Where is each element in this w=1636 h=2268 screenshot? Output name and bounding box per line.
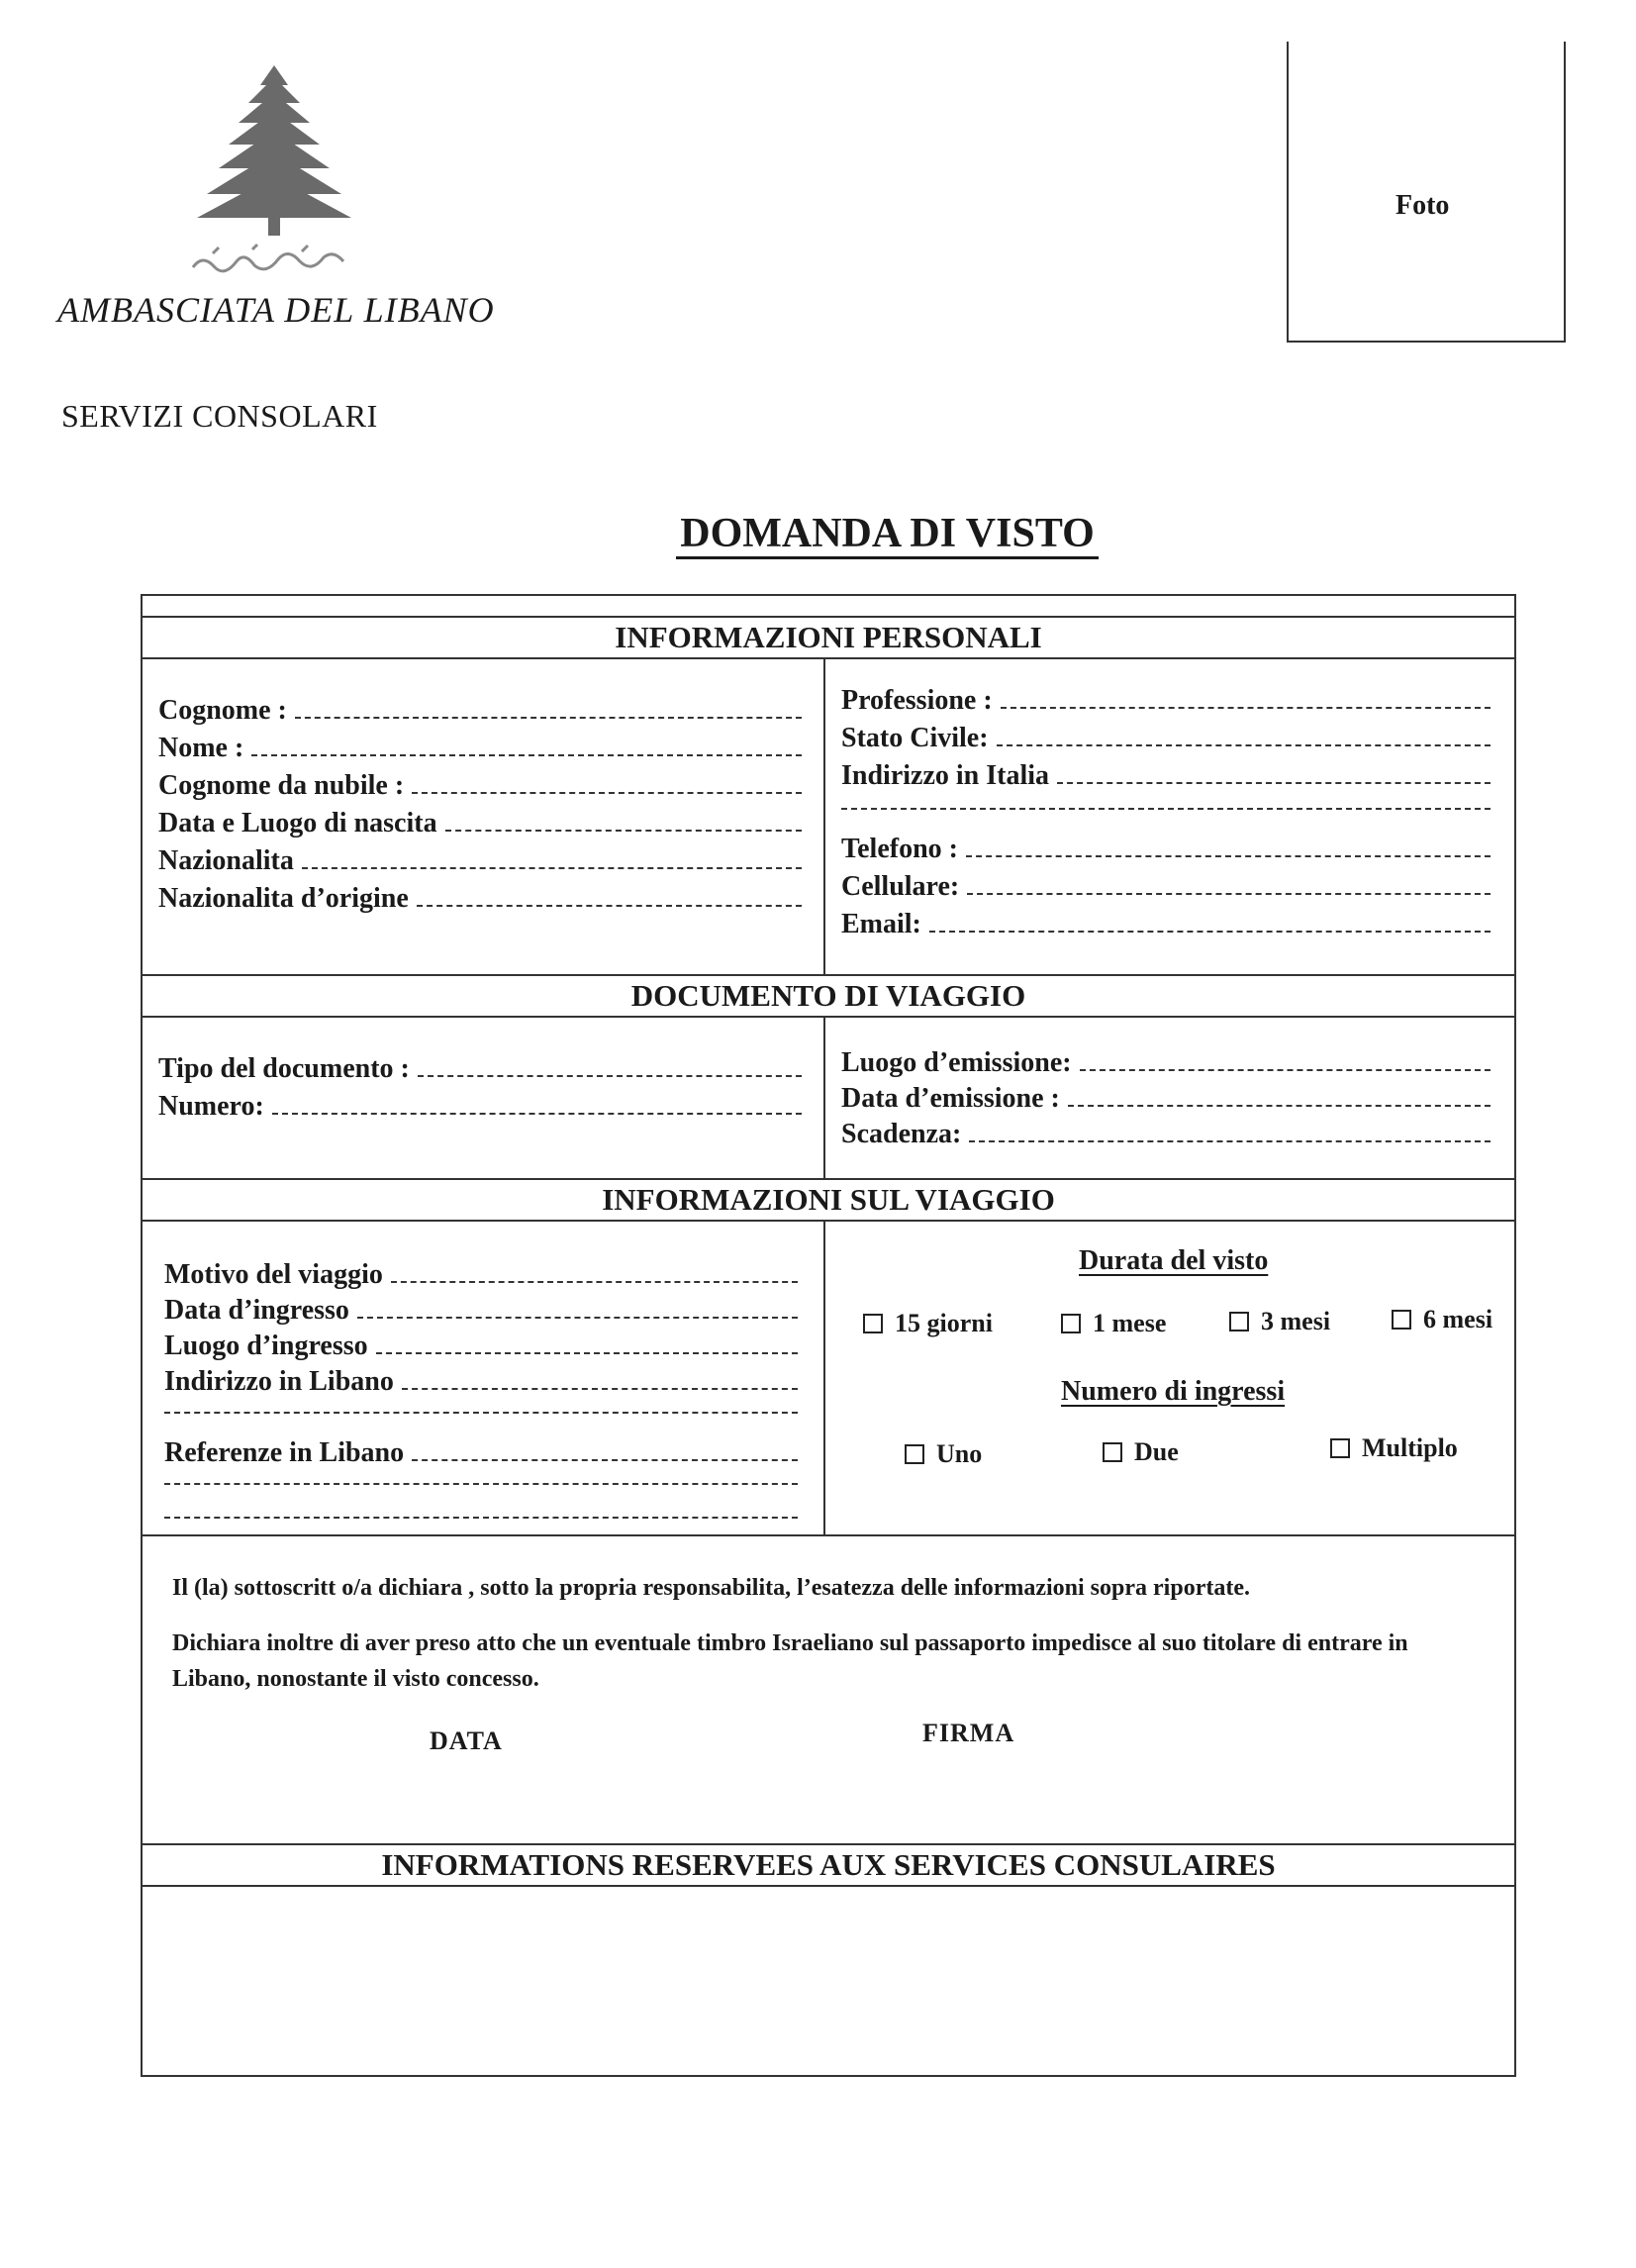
surname-field[interactable]: Cognome : — [158, 695, 802, 727]
entries-multiple-option[interactable]: Multiplo — [1330, 1433, 1458, 1463]
duration-6-months-option[interactable]: 6 mesi — [1392, 1305, 1492, 1334]
duration-15-days-option[interactable]: 15 giorni — [863, 1309, 993, 1338]
department-label: SERVIZI CONSOLARI — [61, 398, 378, 434]
visa-form — [141, 594, 1516, 2077]
expiry-field[interactable]: Scadenza: — [841, 1119, 1491, 1150]
origin-nationality-field[interactable]: Nazionalita d’origine — [158, 883, 802, 915]
entries-number-title: Numero di ingressi — [1061, 1376, 1286, 1407]
declaration-accuracy: Il (la) sottoscritt o/a dichiara , sotto la propria responsabilita, l’esatezza delle informazioni sopra riportate. — [172, 1575, 1250, 1601]
checkbox-icon — [1229, 1312, 1249, 1331]
civil-status-field[interactable]: Stato Civile: — [841, 723, 1491, 754]
issue-place-field[interactable]: Luogo d’emissione: — [841, 1047, 1491, 1079]
signature-label: FIRMA — [922, 1719, 1015, 1747]
email-field[interactable]: Email: — [841, 909, 1491, 940]
checkbox-icon — [863, 1314, 883, 1333]
duration-3-months-option[interactable]: 3 mesi — [1229, 1307, 1330, 1336]
trip-purpose-field[interactable]: Motivo del viaggio — [164, 1259, 798, 1291]
document-number-field[interactable]: Numero: — [158, 1091, 802, 1123]
embassy-name: AMBASCIATA DEL LIBANO — [57, 290, 495, 330]
consular-reserved-heading: INFORMATIONS RESERVEES AUX SERVICES CONSULAIRES — [143, 1843, 1514, 1887]
cedar-tree-icon — [183, 59, 366, 287]
checkbox-icon — [1103, 1442, 1122, 1462]
lebanon-references-field[interactable]: Referenze in Libano — [164, 1437, 798, 1469]
name-field[interactable]: Nome : — [158, 733, 802, 764]
checkbox-icon — [1330, 1438, 1350, 1458]
lebanon-address-field[interactable]: Indirizzo in Libano — [164, 1366, 798, 1398]
page-title: DOMANDA DI VISTO — [0, 510, 1636, 557]
date-label: DATA — [430, 1726, 503, 1755]
mobile-field[interactable]: Cellulare: — [841, 871, 1491, 903]
travel-info-heading: INFORMAZIONI SUL VIAGGIO — [143, 1178, 1514, 1222]
visa-duration-title: Durata del visto — [1079, 1245, 1269, 1276]
travel-document-heading: DOCUMENTO DI VIAGGIO — [143, 974, 1514, 1018]
checkbox-icon — [1392, 1310, 1411, 1330]
entries-one-option[interactable]: Uno — [905, 1439, 982, 1469]
duration-1-month-option[interactable]: 1 mese — [1061, 1309, 1166, 1338]
entry-place-field[interactable]: Luogo d’ingresso — [164, 1331, 798, 1362]
phone-field[interactable]: Telefono : — [841, 834, 1491, 865]
photo-box — [1287, 42, 1566, 343]
checkbox-icon — [905, 1444, 924, 1464]
photo-label: Foto — [1395, 190, 1450, 221]
profession-field[interactable]: Professione : — [841, 685, 1491, 717]
declaration-israeli-stamp: Dichiara inoltre di aver preso atto che un eventuale timbro Israeliano sul passaporto impedisce al suo titolare di entrare in Libano, nonostante il visto concesso. — [172, 1630, 1408, 1692]
maiden-name-field[interactable]: Cognome da nubile : — [158, 770, 802, 802]
document-type-field[interactable]: Tipo del documento : — [158, 1053, 802, 1085]
italy-address-field[interactable]: Indirizzo in Italia — [841, 760, 1491, 792]
entry-date-field[interactable]: Data d’ingresso — [164, 1295, 798, 1327]
checkbox-icon — [1061, 1314, 1081, 1333]
birth-date-place-field[interactable]: Data e Luogo di nascita — [158, 808, 802, 839]
issue-date-field[interactable]: Data d’emissione : — [841, 1083, 1491, 1115]
entries-two-option[interactable]: Due — [1103, 1437, 1179, 1467]
nationality-field[interactable]: Nazionalita — [158, 845, 802, 877]
personal-info-heading: INFORMAZIONI PERSONALI — [143, 616, 1514, 659]
consular-reserved-area — [143, 1887, 1514, 2075]
